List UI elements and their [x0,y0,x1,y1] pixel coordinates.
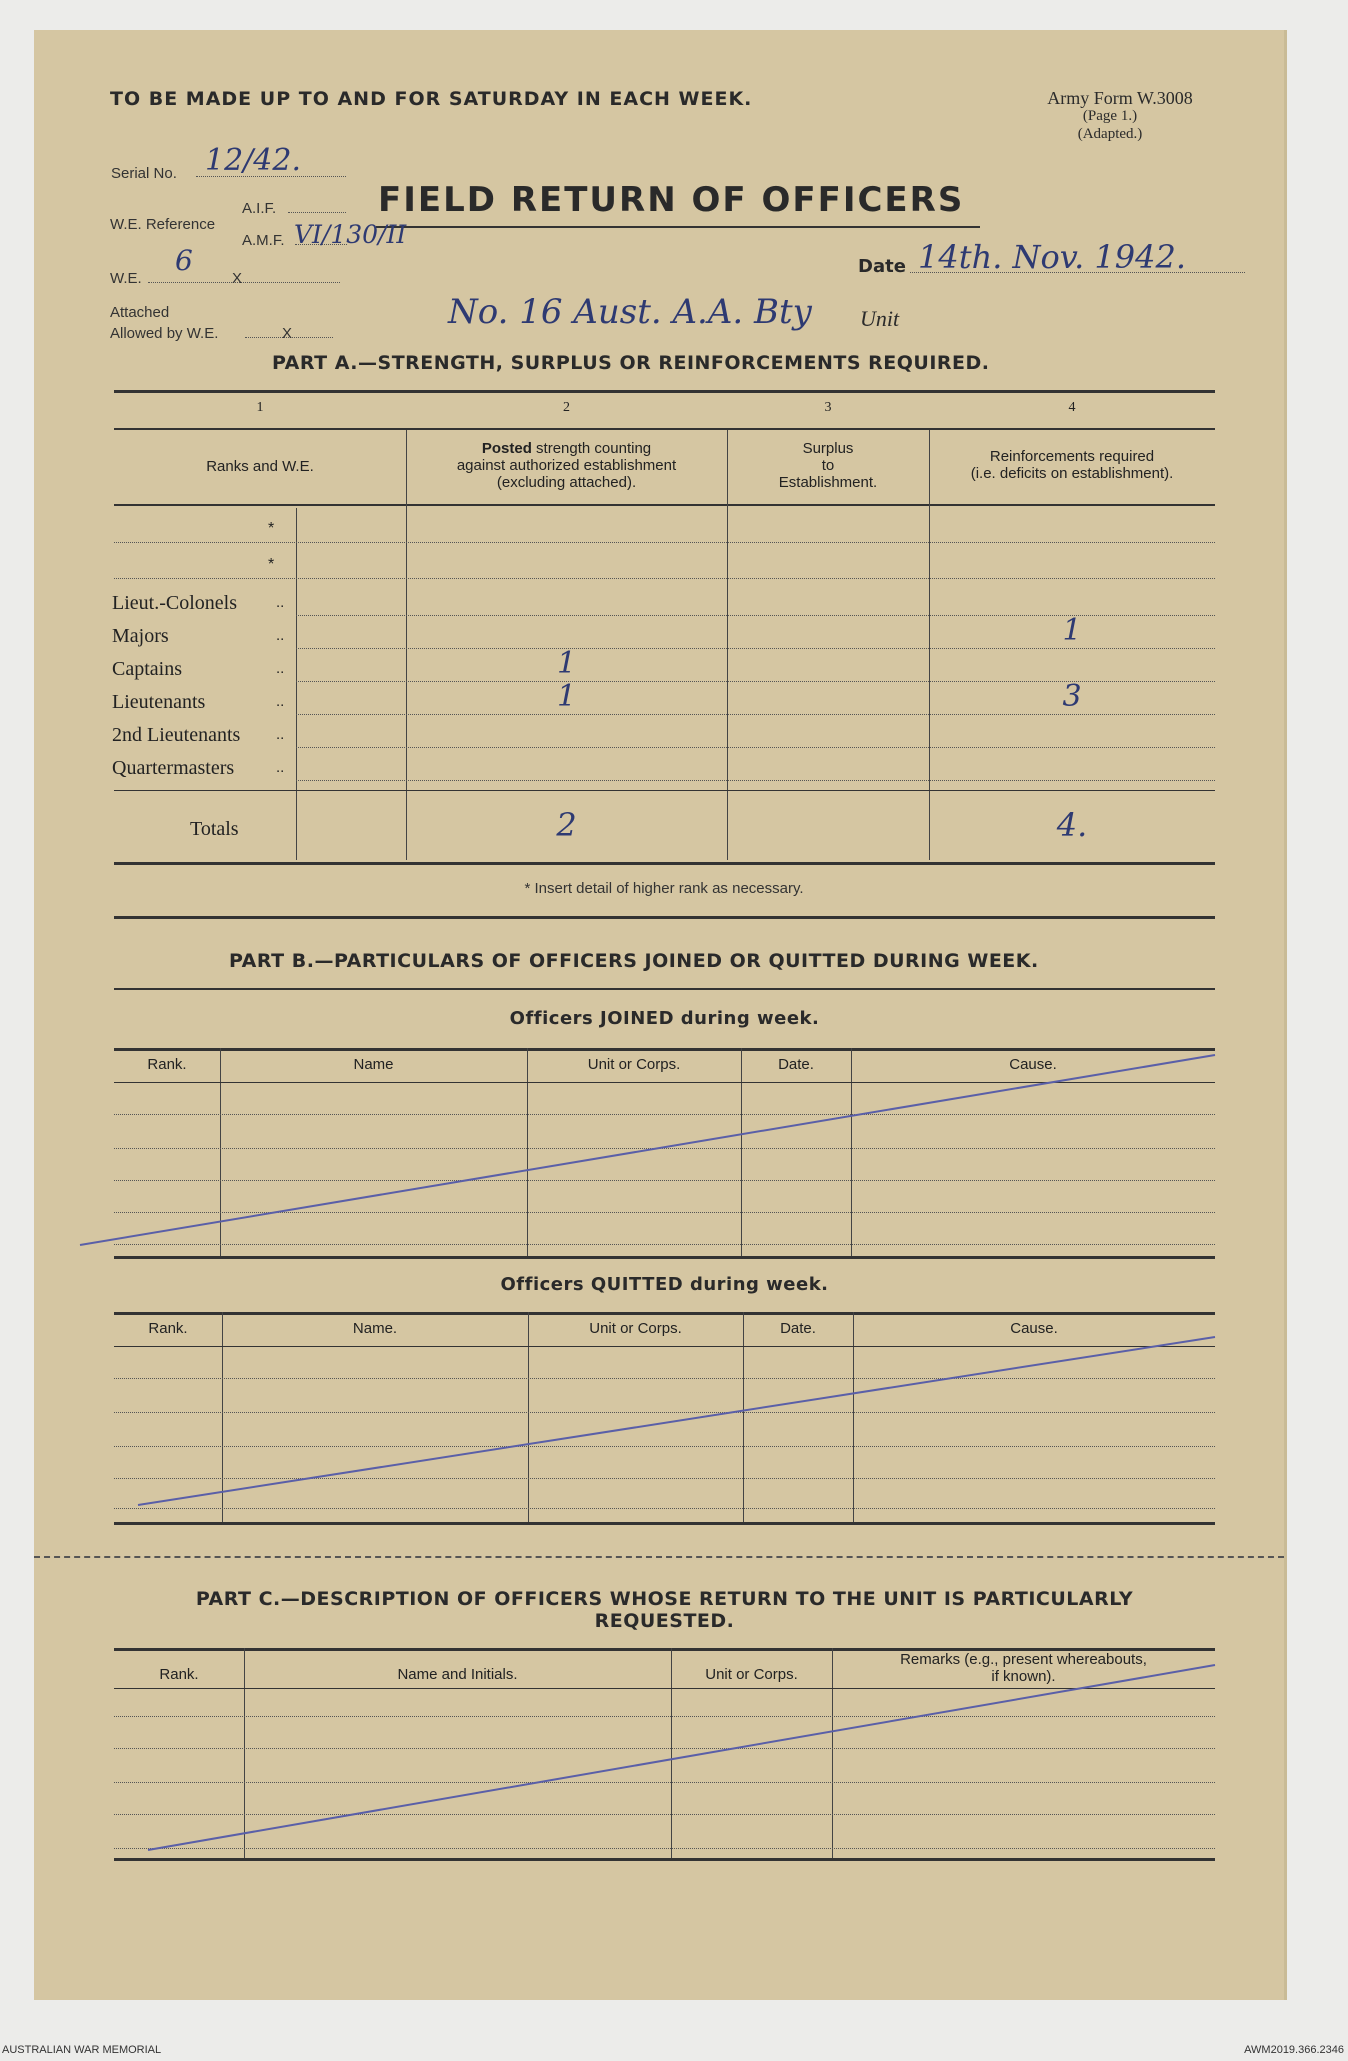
rank-label: Majors [112,625,169,647]
form-page: (Page 1.) [1082,108,1138,124]
aif-label: A.I.F. [242,200,277,217]
rank-dots: .. [276,627,285,644]
partc-remarks-line: if known). [991,1668,1056,1685]
rank-label: Captains [112,658,182,680]
we-x-mark: X [232,270,243,287]
allowed-label: Allowed by W.E. [110,325,219,342]
rank-label: Lieut.-Colonels [112,592,237,614]
joined-col-header: Unit or Corps. [587,1056,681,1073]
col-header-posted-line3: (excluding attached). [496,474,637,491]
rank-dots: .. [276,693,285,710]
col-header-posted-bold: Posted [481,440,532,457]
quitted-cancel-stroke [138,1337,1215,1505]
serial-label: Serial No. [111,165,177,182]
partc-remarks-line: Remarks (e.g., present whereabouts, [900,1651,1147,1668]
reinforcement-value: 3 [1062,679,1082,714]
reinforcement-value: 1 [1062,613,1082,648]
posted-value: 1 [556,646,577,681]
form-title: FIELD RETURN OF OFFICERS [378,180,965,220]
part-c-heading-line2: REQUESTED. [594,1610,735,1632]
col-header-surplus-line: Surplus [802,440,854,457]
instruction-text: TO BE MADE UP TO AND FOR SATURDAY IN EACH WEEK. [110,88,753,110]
serial-value: 12/42. [205,143,301,178]
col-header-surplus-line: to [821,457,835,474]
partc-col-header: Name and Initials. [397,1666,518,1683]
quitted-col-header: Unit or Corps. [589,1320,682,1337]
rank-label: Quartermasters [112,757,235,779]
rank-dots: .. [276,594,285,611]
footer-right: AWM2019.366.2346 [1244,2044,1344,2056]
we-reference-label: W.E. Reference [110,216,216,233]
part-a-footnote: * Insert detail of higher rank as necessary. [524,880,804,897]
partc-cancel-stroke [148,1665,1215,1850]
joined-col-header: Rank. [147,1056,187,1073]
form-adapted: (Adapted.) [1077,126,1143,142]
amf-value: VI/130/II [294,220,407,249]
quitted-col-header: Name. [352,1320,398,1337]
totals-posted-value: 2 [556,806,577,844]
allowed-x-mark: X [282,325,293,342]
quitted-col-header: Rank. [148,1320,188,1337]
joined-cancel-stroke [80,1055,1215,1245]
joined-col-header: Cause. [1009,1056,1057,1073]
higher-rank-star: * [268,520,275,537]
col-header-posted-rest: strength counting [536,440,652,457]
unit-value: No. 16 Aust. A.A. Bty [448,292,812,332]
part-a-heading: PART A.—STRENGTH, SURPLUS OR REINFORCEMENTS REQUIRED. [272,352,990,374]
we-label: W.E. [110,270,142,287]
form-number: Army Form W.3008 [1047,88,1193,108]
we-value: 6 [175,244,193,277]
footer-left: AUSTRALIAN WAR MEMORIAL [2,2044,162,2056]
part-b-heading: PART B.—PARTICULARS OF OFFICERS JOINED OR QUITTED DURING WEEK. [229,950,1039,972]
part-c-heading-line1: PART C.—DESCRIPTION OF OFFICERS WHOSE RETURN TO THE UNIT IS PARTICULARLY [195,1588,1134,1610]
partc-col-header: Unit or Corps. [705,1666,798,1683]
posted-value: 1 [556,679,577,714]
attached-label: Attached [110,304,170,321]
col-header-posted-line2: against authorized establishment [456,457,677,474]
col-number-2: 2 [563,400,570,415]
date-label: Date [858,256,906,277]
col-header-surplus-line: Establishment. [778,474,878,491]
amf-label: A.M.F. [242,232,285,249]
col-number-4: 4 [1068,400,1076,415]
col-number-3: 3 [824,400,832,415]
date-value: 14th. Nov. 1942. [918,238,1187,276]
totals-reinforcements-value: 4. [1056,806,1088,844]
unit-label: Unit [860,306,900,331]
higher-rank-star: * [268,556,275,573]
rank-label: Lieutenants [112,691,206,713]
joined-col-header: Name [353,1056,394,1073]
col-header-reinf-line: Reinforcements required [989,448,1155,465]
joined-heading: Officers JOINED during week. [509,1008,820,1029]
rank-dots: .. [276,759,285,776]
col-header-ranks: Ranks and W.E. [206,458,314,475]
quitted-col-header: Date. [780,1320,816,1337]
joined-col-header: Date. [778,1056,814,1073]
totals-label: Totals [190,818,239,840]
partc-col-header: Rank. [159,1666,199,1683]
rank-label: 2nd Lieutenants [112,724,241,746]
rank-dots: .. [276,726,285,743]
rank-dots: .. [276,660,285,677]
quitted-col-header: Cause. [1010,1320,1058,1337]
quitted-heading: Officers QUITTED during week. [500,1274,829,1295]
col-number-1: 1 [256,400,264,415]
col-header-reinf-line: (i.e. deficits on establishment). [970,465,1174,482]
